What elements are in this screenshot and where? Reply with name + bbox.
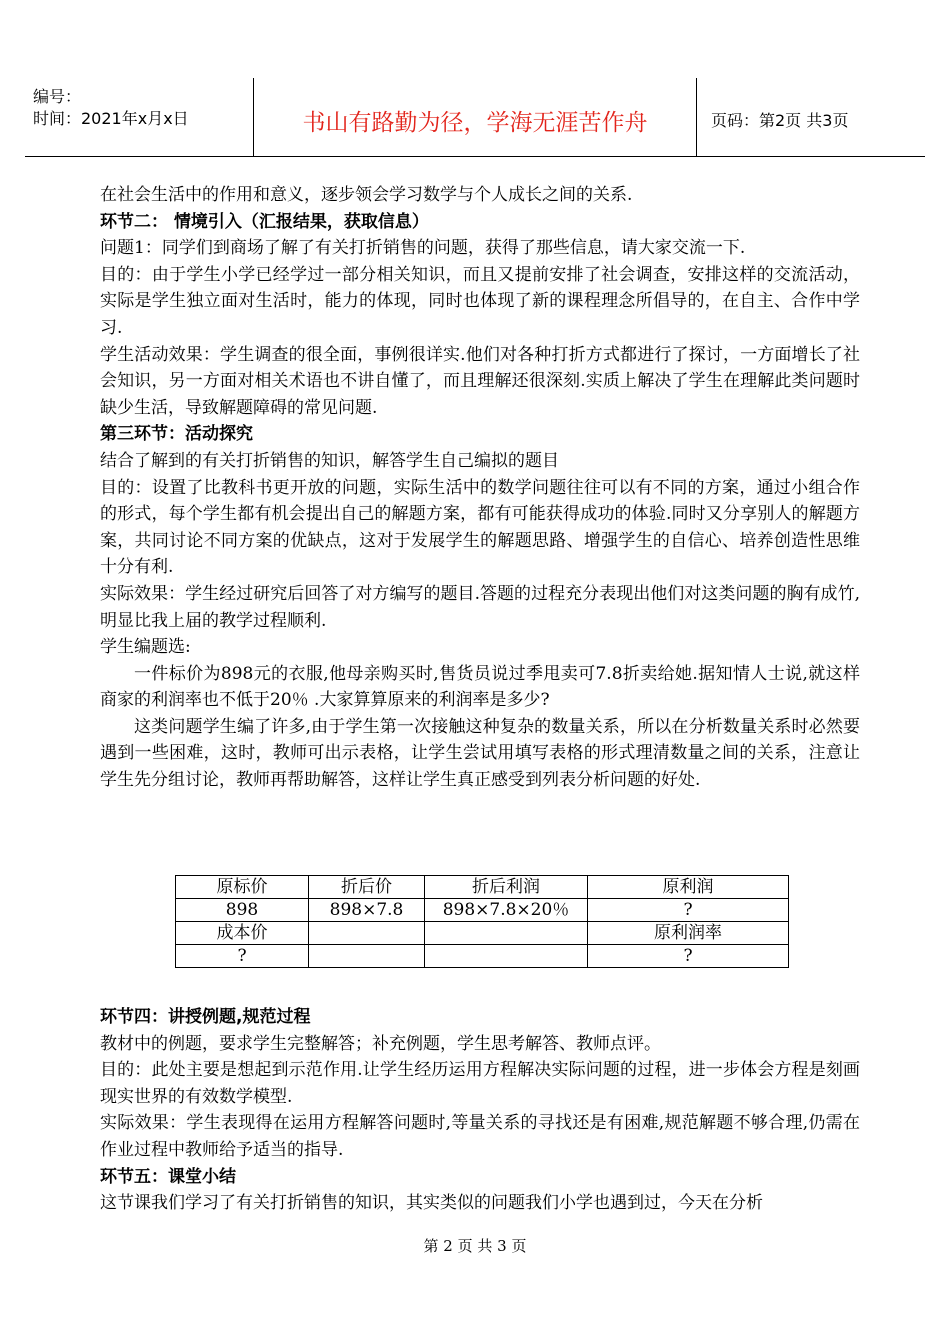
table-cell: ? <box>176 945 309 968</box>
table-row <box>176 945 789 968</box>
paragraph: 结合了解到的有关打折销售的知识，解答学生自己编拟的题目 <box>100 450 559 471</box>
paragraph: 目的：设置了比教科书更开放的问题，实际生活中的数学问题往往可以有不同的方案，通过小组合作的形式，每个学生都有机会提出自己的解题方案，都有可能获得成功的体验.同时又分享别人的解题方案，共同讨论不同方案的优缺点，这对于发展学生的解题思路、增强学生的自信心、培养创造性思维十分有利. <box>100 477 860 578</box>
header-left-cell <box>25 78 254 156</box>
section-heading: 第三环节：活动探究 <box>100 424 253 445</box>
paragraph: 学生活动效果：学生调查的很全面，事例很详实.他们对各种打折方式都进行了探讨，一方面增长了社会知识，另一方面对相关术语也不讲自懂了，而且理解还很深刻.实质上解决了学生在理解此类问题时缺少生活，导致解题障碍的常见问题. <box>100 344 860 418</box>
page-header <box>25 78 925 157</box>
table-cell <box>309 945 425 968</box>
header-right-cell <box>697 78 925 156</box>
table-cell: 折后利润 <box>425 876 588 899</box>
table-cell <box>425 922 588 945</box>
table-cell <box>309 922 425 945</box>
table-row <box>176 922 789 945</box>
paragraph: 一件标价为898元的衣服,他母亲购买时,售货员说过季甩卖可7.8折卖给她.据知情人士说,就这样商家的利润率也不低于20％ .大家算算原来的利润率是多少? <box>100 663 860 711</box>
paragraph: 在社会生活中的作用和意义，逐步领会学习数学与个人成长之间的关系. <box>100 185 633 205</box>
main-content-continued <box>100 1004 860 1217</box>
section-heading: 环节二： 情境引入（汇报结果，获取信息） <box>100 211 429 232</box>
time-label: 时间：2021年x月x日 <box>33 109 189 128</box>
header-motto: 书山有路勤为径，学海无涯苦作舟 <box>302 110 648 136</box>
table-cell: 898 <box>176 899 309 922</box>
section-heading: 环节五：课堂小结 <box>100 1166 236 1187</box>
table-cell <box>425 945 588 968</box>
paragraph: 目的：由于学生小学已经学过一部分相关知识，而且又提前安排了社会调查，安排这样的交流活动，实际是学生独立面对生活时，能力的体现，同时也体现了新的课程理念所倡导的，在自主、合作中学习. <box>100 264 860 338</box>
paragraph: 实际效果：学生经过研究后回答了对方编写的题目.答题的过程充分表现出他们对这类问题的胸有成竹,明显比我上届的教学过程顺利. <box>100 583 860 631</box>
table-cell: ? <box>588 899 789 922</box>
paragraph: 学生编题选: <box>100 637 191 658</box>
page-footer: 第 2 页 共 3 页 <box>423 1237 527 1255</box>
table-cell: 898×7.8 <box>309 899 425 922</box>
paragraph: 实际效果：学生表现得在运用方程解答问题时,等量关系的寻找还是有困难,规范解题不够合理,仍需在作业过程中教师给予适当的指导. <box>100 1113 860 1160</box>
analysis-table <box>175 875 789 968</box>
header-center-cell <box>254 78 697 156</box>
paragraph: 这节课我们学习了有关打折销售的知识，其实类似的问题我们小学也遇到过，今天在分析 <box>100 1193 763 1214</box>
paragraph: 目的：此处主要是想起到示范作用.让学生经历运用方程解决实际问题的过程，进一步体会方程是刻画现实世界的有效数学模型. <box>100 1060 860 1107</box>
table-cell: 原利润 <box>588 876 789 899</box>
table-cell: ? <box>588 945 789 968</box>
main-content <box>100 182 860 794</box>
section-heading: 环节四：讲授例题,规范过程 <box>100 1007 311 1027</box>
table-cell: 898×7.8×20％ <box>425 899 588 922</box>
table-cell: 成本价 <box>176 922 309 945</box>
paragraph: 问题1：同学们到商场了解了有关打折销售的问题，获得了那些信息，请大家交流一下. <box>100 238 746 259</box>
table-row <box>176 899 789 922</box>
table-cell: 原标价 <box>176 876 309 899</box>
paragraph: 这类问题学生编了许多,由于学生第一次接触这种复杂的数量关系，所以在分析数量关系时必然要遇到一些困难，这时，教师可出示表格，让学生尝试用填写表格的形式理清数量之间的关系，注意让学生先分组讨论，教师再帮助解答，这样让学生真正感受到列表分析问题的好处. <box>100 716 860 791</box>
table-cell: 折后价 <box>309 876 425 899</box>
number-label: 编号： <box>33 87 82 106</box>
table-row <box>176 876 789 899</box>
page-label: 页码：第2页 共3页 <box>711 111 849 130</box>
paragraph: 教材中的例题，要求学生完整解答；补充例题，学生思考解答、教师点评。 <box>100 1033 661 1054</box>
table-cell: 原利润率 <box>588 922 789 945</box>
